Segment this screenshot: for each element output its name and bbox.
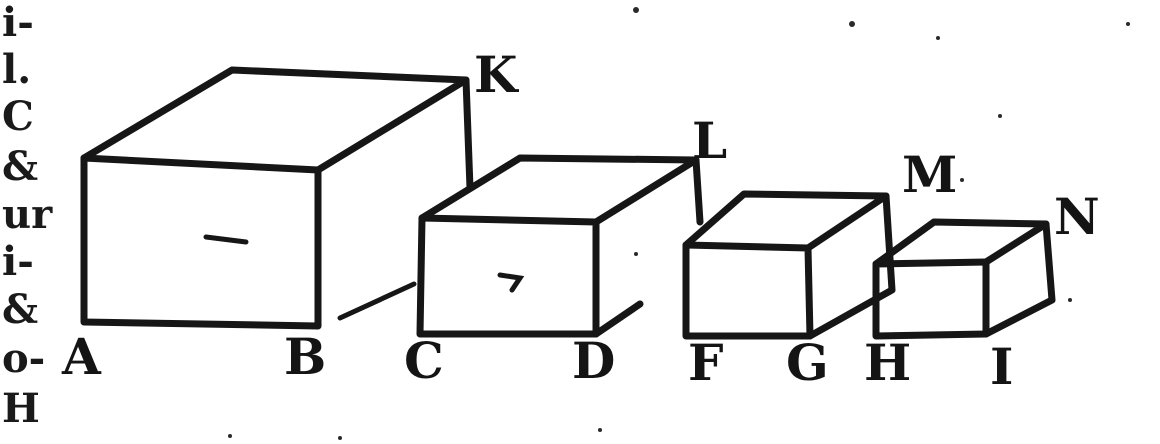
box-large-ab <box>84 70 470 326</box>
label-n: N <box>1054 187 1100 246</box>
box-small-fg <box>686 194 892 336</box>
label-k: K <box>474 45 518 104</box>
margin-fragment-9: H <box>2 385 40 432</box>
margin-fragment-4: & <box>2 143 39 190</box>
label-h: H <box>864 333 912 392</box>
margin-fragment-7: & <box>2 286 39 333</box>
speck <box>936 36 940 40</box>
label-a: A <box>62 327 101 386</box>
speck <box>634 252 638 256</box>
box-large-front-mark <box>206 237 246 242</box>
speck <box>633 7 639 13</box>
margin-fragment-6: i- <box>2 238 34 285</box>
box-medium-cd <box>420 158 700 334</box>
speck <box>998 114 1002 118</box>
label-d: D <box>572 331 616 390</box>
margin-fragment-3: C <box>2 93 34 140</box>
box-large-hidden-edge <box>340 284 414 318</box>
box-medium-front-mark <box>500 275 520 290</box>
box-smallest-top-face <box>876 222 1046 264</box>
label-f: F <box>688 333 724 392</box>
label-m: M <box>902 145 958 204</box>
box-large-front-face <box>84 158 318 326</box>
box-large-right-edge <box>466 80 470 188</box>
speck <box>849 21 855 27</box>
label-c: C <box>404 331 444 390</box>
margin-fragment-2: l. <box>2 46 32 93</box>
speck <box>228 434 232 438</box>
speck <box>338 436 342 440</box>
box-small-top-face <box>686 194 886 248</box>
box-small-front-face <box>686 245 810 336</box>
margin-text-column <box>2 0 53 432</box>
label-b: B <box>284 327 327 386</box>
speck <box>1068 298 1072 302</box>
label-g: G <box>786 333 829 392</box>
margin-fragment-8: o- <box>2 335 46 382</box>
label-l: L <box>692 111 728 170</box>
margin-fragment-1: i- <box>2 0 34 46</box>
speck <box>598 428 602 432</box>
label-i: I <box>990 337 1014 396</box>
margin-fragment-5: ur <box>2 191 53 238</box>
box-smallest-hi <box>876 222 1052 336</box>
box-medium-top-face <box>422 158 696 222</box>
box-large-top-face <box>84 70 466 170</box>
speck <box>960 178 964 182</box>
speck <box>1126 22 1130 26</box>
